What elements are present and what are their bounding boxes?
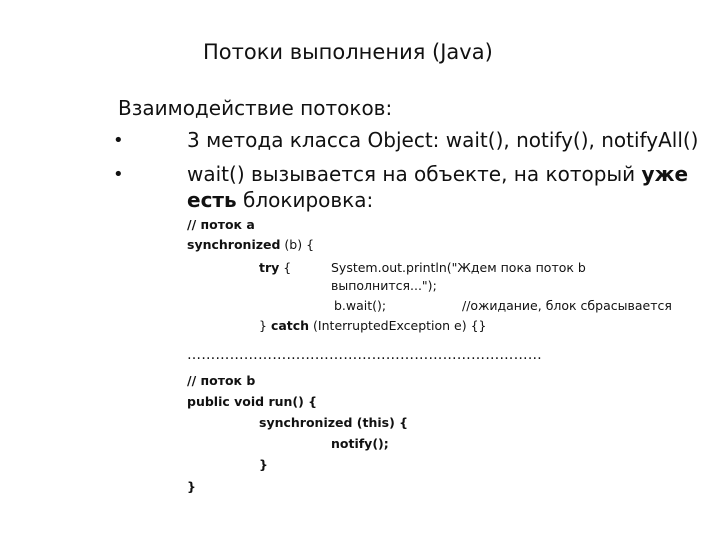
bullet-text-bold: есть: [187, 188, 237, 212]
bullet-text: 3 метода класса Object: wait(), notify(), notifyAll(): [187, 128, 699, 152]
separator-dots: …………………………………………………………………: [187, 347, 542, 363]
code-close-inner: }: [259, 457, 268, 472]
code-comment-thread-a: // поток а: [187, 217, 255, 232]
code-keyword: try: [259, 260, 280, 275]
code-line-synchronized: [187, 237, 314, 252]
bullet-text-plain: wait() вызывается на объекте, на который: [187, 162, 642, 186]
code-text: (b) {: [280, 237, 315, 252]
code-line-notify: notify();: [331, 436, 389, 451]
code-text: }: [259, 318, 271, 333]
code-keyword: catch: [270, 318, 310, 333]
code-line-synchronized-this: [259, 415, 408, 430]
intro-heading: Взаимодействие потоков:: [118, 96, 393, 120]
bullet-marker: •: [113, 130, 124, 151]
code-close-outer: }: [187, 479, 196, 494]
code-line-println-cont: выполнится...");: [331, 278, 437, 293]
code-text: (this) {: [352, 415, 409, 430]
code-keyword: synchronized: [187, 237, 281, 252]
code-line-catch: [259, 318, 487, 333]
code-line-wait: b.wait();: [334, 298, 387, 313]
bullet-text-plain: блокировка:: [236, 188, 374, 212]
code-comment-thread-b: // поток b: [187, 373, 256, 388]
code-comment-wait: //ожидание, блок сбрасывается: [462, 298, 672, 313]
bullet-text-bold: уже: [641, 162, 689, 186]
code-keyword: synchronized: [259, 415, 353, 430]
code-text: (InterruptedException e) {}: [309, 318, 487, 333]
code-line-run: public void run() {: [187, 394, 318, 409]
code-line-try: [259, 260, 291, 275]
bullet-marker: •: [113, 164, 124, 185]
bullet-text-line2: [187, 188, 373, 212]
code-text: {: [279, 260, 292, 275]
slide-title: Потоки выполнения (Java): [203, 40, 493, 64]
bullet-text-line1: [187, 162, 688, 186]
code-line-println: System.out.println("Ждем пока поток b: [331, 260, 586, 275]
